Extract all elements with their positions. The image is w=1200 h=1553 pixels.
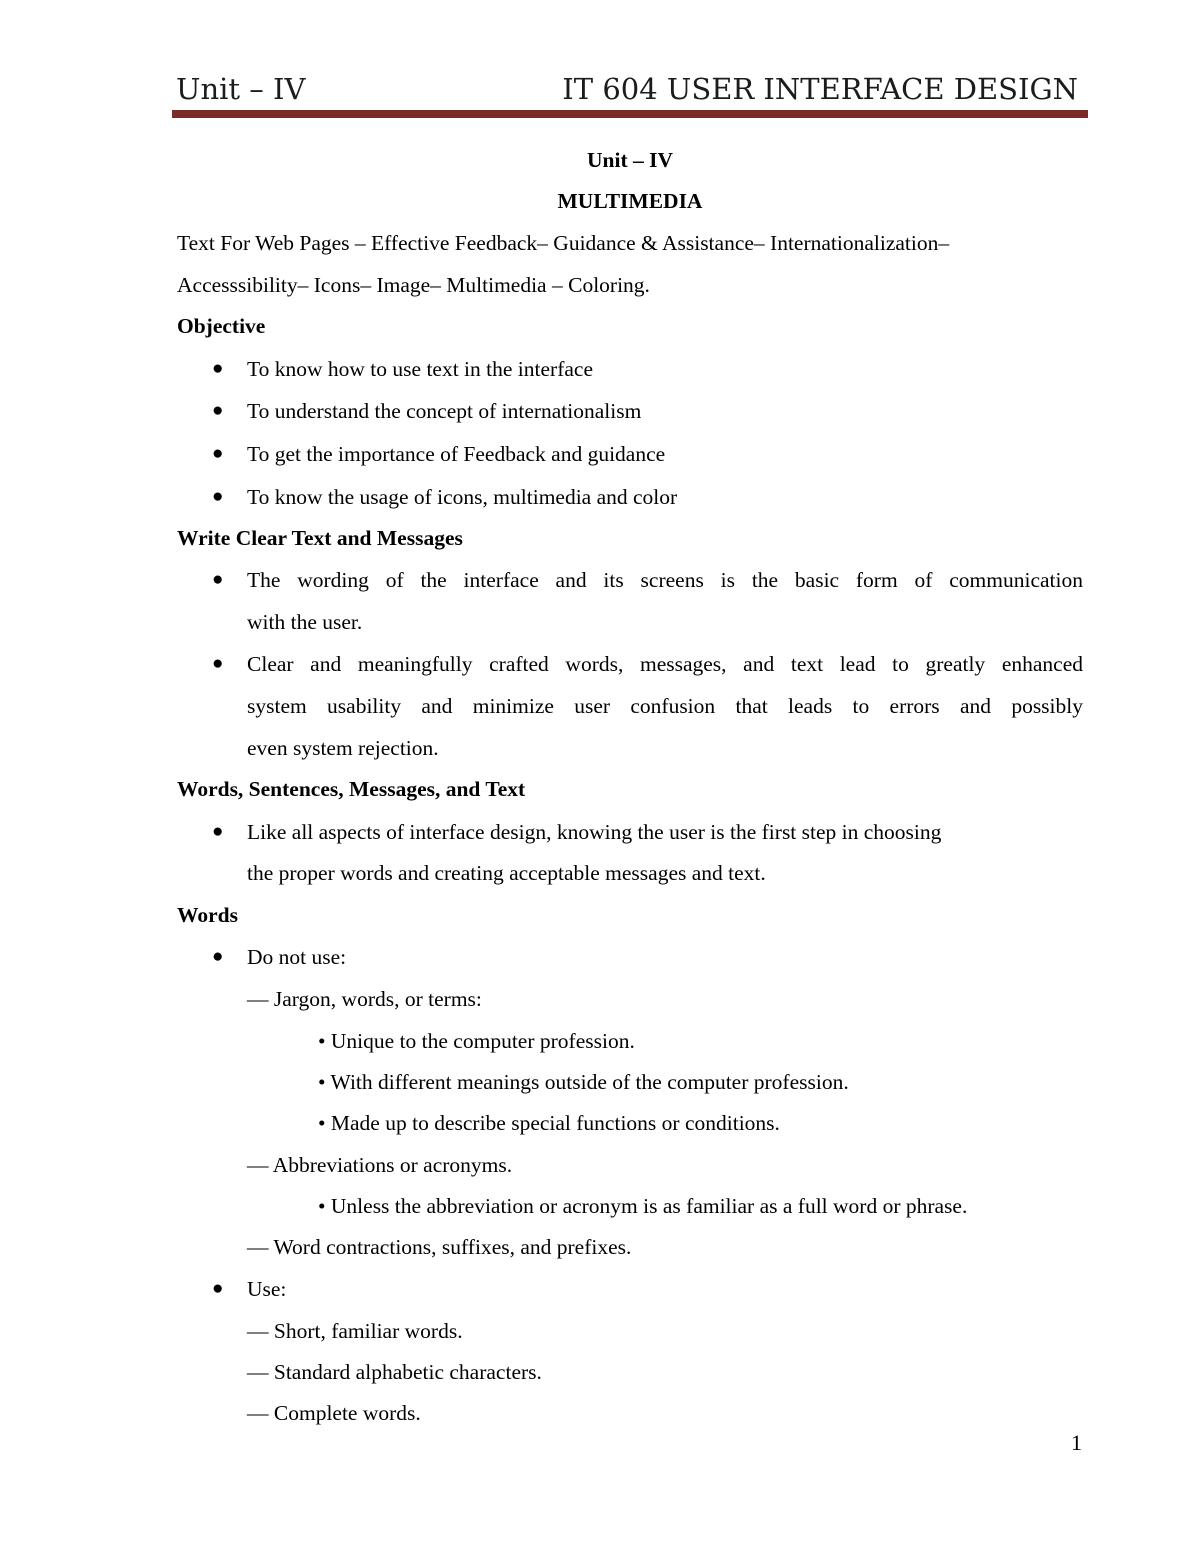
words-sentences-item-line-2: the proper words and creating acceptable messages and text.	[247, 861, 766, 885]
bullet-icon: ●	[212, 400, 224, 421]
write-clear-item-2-line-1: Clear and meaningfully crafted words, messages, and text lead to greatly enhanced	[247, 652, 1083, 676]
do-not-use-label: Do not use:	[247, 945, 347, 969]
jargon-subitem: • Made up to describe special functions or conditions.	[318, 1111, 780, 1135]
header-unit: Unit – IV	[176, 72, 306, 106]
header-course-title: IT 604 USER INTERFACE DESIGN	[562, 72, 1078, 106]
objective-heading: Objective	[177, 314, 266, 338]
page-header	[176, 68, 1078, 112]
bullet-icon: ●	[212, 358, 224, 379]
use-item: — Short, familiar words.	[247, 1319, 463, 1343]
unit-title: Unit – IV	[586, 148, 673, 172]
jargon-subitem: • With different meanings outside of the computer profession.	[318, 1070, 849, 1094]
objective-item: To get the importance of Feedback and guidance	[247, 442, 666, 466]
bullet-icon: ●	[212, 569, 224, 590]
use-label: Use:	[247, 1277, 287, 1301]
bullet-icon: ●	[212, 821, 224, 842]
contractions-item: — Word contractions, suffixes, and prefixes.	[247, 1235, 632, 1259]
header-rule	[172, 110, 1088, 118]
bullet-icon: ●	[212, 486, 224, 507]
bullet-icon: ●	[212, 1278, 224, 1299]
words-heading: Words	[177, 903, 238, 927]
words-sentences-item-line-1: Like all aspects of interface design, knowing the user is the first step in choosing	[247, 820, 942, 844]
write-clear-item-2-line-2: system usability and minimize user confusion that leads to errors and possibly	[247, 694, 1083, 718]
objective-item: To know how to use text in the interface	[247, 357, 593, 381]
syllabus-line-1: Text For Web Pages – Effective Feedback– Guidance & Assistance– Internationalization–	[177, 231, 950, 255]
jargon-item: — Jargon, words, or terms:	[247, 987, 482, 1011]
words-sentences-heading: Words, Sentences, Messages, and Text	[177, 777, 526, 801]
write-clear-item-1-line-1: The wording of the interface and its screens is the basic form of communication	[247, 568, 1083, 592]
use-item: — Standard alphabetic characters.	[247, 1360, 542, 1384]
bullet-icon: ●	[212, 653, 224, 674]
objective-item: To know the usage of icons, multimedia and color	[247, 485, 678, 509]
write-clear-item-1-line-2: with the user.	[247, 610, 363, 634]
write-clear-item-2-line-3: even system rejection.	[247, 736, 439, 760]
topic-title: MULTIMEDIA	[557, 189, 703, 213]
objective-item: To understand the concept of internationalism	[247, 399, 642, 423]
write-clear-heading: Write Clear Text and Messages	[177, 526, 463, 550]
abbreviations-item: — Abbreviations or acronyms.	[247, 1153, 513, 1177]
syllabus-line-2: Accesssibility– Icons– Image– Multimedia – Coloring.	[177, 273, 650, 297]
bullet-icon: ●	[212, 946, 224, 967]
bullet-icon: ●	[212, 443, 224, 464]
jargon-subitem: • Unique to the computer profession.	[318, 1029, 635, 1053]
abbreviations-subitem: • Unless the abbreviation or acronym is as familiar as a full word or phrase.	[318, 1194, 968, 1218]
use-item: — Complete words.	[247, 1401, 421, 1425]
page-number: 1	[1071, 1430, 1082, 1455]
